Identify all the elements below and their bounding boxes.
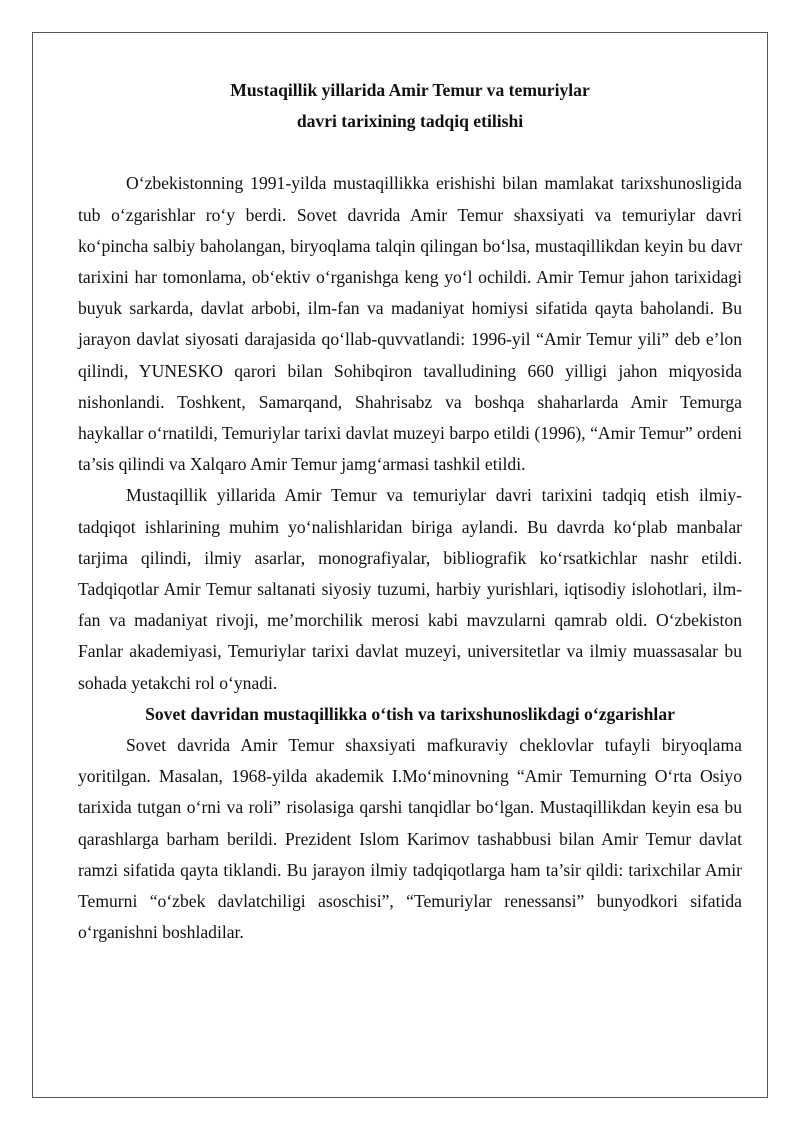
title-spacer	[78, 137, 742, 168]
document-title-line-1: Mustaqillik yillarida Amir Temur va temuriylar	[230, 80, 590, 100]
document-title-line-2: davri tarixining tadqiq etilishi	[296, 111, 524, 132]
section-subheading: Sovet davridan mustaqillikka o‘tish va tarixshunoslikdagi o‘zgarishlar	[145, 703, 675, 724]
paragraph-3: Sovet davrida Amir Temur shaxsiyati mafkuraviy cheklovlar tufayli biryoqlama yoritilgan. Masalan, 1968-yilda akademik I.Mo‘minovning “Amir Temurning O‘rta Osiyo tarixida tutgan o‘rni va roli” risolasiga qarshi tanqidlar bo‘lgan. Mustaqillikdan keyin esa bu qarashlarga barham berildi. Prezident Islom Karimov tashabbusi bilan Amir Temur davlat ramzi sifatida qayta tiklandi. Bu jarayon ilmiy tadqiqotlarga ham ta’sir qildi: tarixchilar Amir Temurni “o‘zbek davlatchiligi asoschisi”, “Temuriylar renessansi” bunyodkori sifatida o‘rganishni boshladilar.	[78, 735, 742, 943]
document-page	[32, 32, 768, 1098]
paragraph-2: Mustaqillik yillarida Amir Temur va temuriylar davri tarixini tadqiq etish ilmiy-tadqiqot ishlarining muhim yo‘nalishlaridan biriga aylandi. Bu davrda ko‘plab manbalar tarjima qilindi, ilmiy asarlar, monografiyalar, bibliografik ko‘rsatkichlar nashr etildi. Tadqiqotlar Amir Temur saltanati siyosiy tuzumi, harbiy yurishlari, iqtisodiy islohotlari, ilm-fan va madaniyat rivoji, me’morchilik merosi kabi mavzularni qamrab oldi. O‘zbekiston Fanlar akademiyasi, Temuriylar tarixi davlat muzeyi, universitetlar va ilmiy muassasalar bu sohada yetakchi rol o‘ynadi.	[78, 485, 742, 693]
paragraph-1: O‘zbekistonning 1991-yilda mustaqillikka erishishi bilan mamlakat tarixshunosligida tub o‘zgarishlar ro‘y berdi. Sovet davrida Amir Temur shaxsiyati va temuriylar davri ko‘pincha salbiy baholangan, biryoqlama talqin qilingan bo‘lsa, mustaqillikdan keyin bu davr tarixini har tomonlama, ob‘ektiv o‘rganishga keng yo‘l ochildi. Amir Temur jahon tarixidagi buyuk sarkarda, davlat arbobi, ilm-fan va madaniyat homiysi sifatida qayta baholandi. Bu jarayon davlat siyosati darajasida qo‘llab-quvvatlandi: 1996-yil “Amir Temur yili” deb e’lon qilindi, YUNESKO qarori bilan Sohibqiron tavalludining 660 yilligi jahon miqyosida nishonlandi. Toshkent, Samarqand, Shahrisabz va boshqa shaharlarda Amir Temurga haykallar o‘rnatildi, Temuriylar tarixi davlat muzeyi barpo etildi (1996), “Amir Temur” ordeni ta’sis qilindi va Xalqaro Amir Temur jamg‘armasi tashkil etildi.	[78, 173, 742, 475]
document-body	[78, 75, 742, 948]
